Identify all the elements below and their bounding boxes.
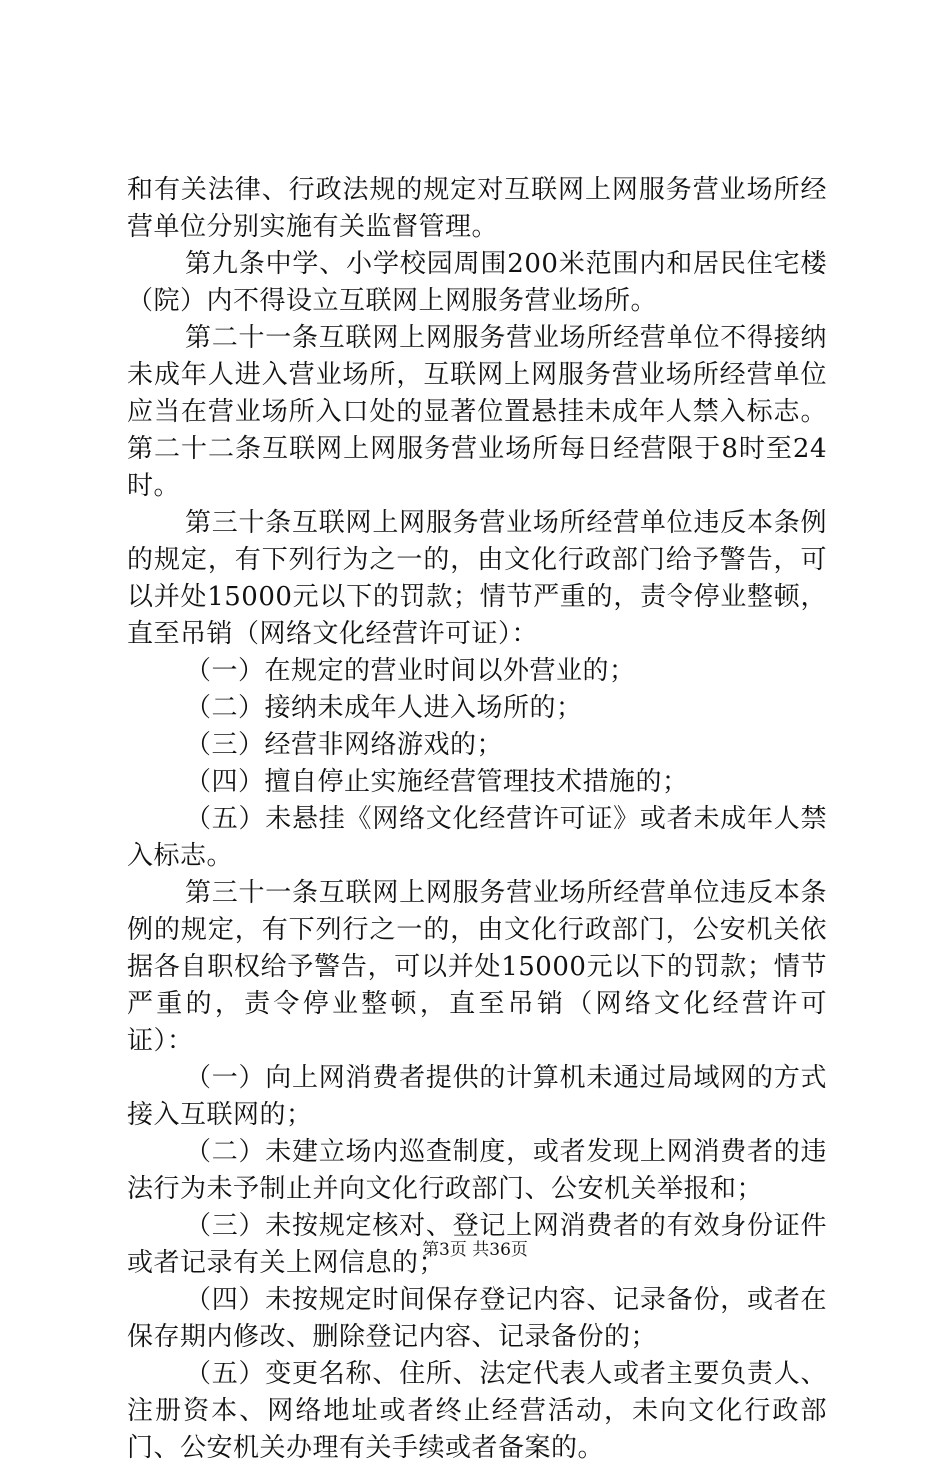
- list-item: （五）未悬挂《网络文化经营许可证》或者未成年人禁入标志。: [127, 804, 827, 871]
- list-item: （四）未按规定时间保存登记内容、记录备份，或者在保存期内修改、删除登记内容、记录备份的；: [127, 1285, 827, 1352]
- list-item: （一）在规定的营业时间以外营业的；: [185, 656, 636, 686]
- paragraph-article-31: 第三十一条互联网上网服务营业场所经营单位违反本条例的规定，有下列行之一的，由文化行政部门，公安机关依据各自职权给予警告，可以并处15000元以下的罚款；情节严重的，责令停业整顿，直至吊销（网络文化经营许可证）：: [127, 878, 827, 1056]
- document-body: [127, 172, 827, 1467]
- paragraph-article-21: 第二十一条互联网上网服务营业场所经营单位不得接纳未成年人进入营业场所，互联网上网服务营业场所经营单位应当在营业场所入口处的显著位置悬挂未成年人禁入标志。第二十二条互联网上网服务营业场所每日经营限于8时至24时。: [127, 323, 827, 501]
- list-item: （二）未建立场内巡查制度，或者发现上网消费者的违法行为未予制止并向文化行政部门、公安机关举报和；: [127, 1137, 827, 1204]
- list-item: （三）未按规定核对、登记上网消费者的有效身份证件或者记录有关上网信息的；: [127, 1211, 827, 1278]
- list-item: （五）变更名称、住所、法定代表人或者主要负责人、注册资本、网络地址或者终止经营活动，未向文化行政部门、公安机关办理有关手续或者备案的。: [127, 1359, 827, 1463]
- paragraph-continuation: 和有关法律、行政法规的规定对互联网上网服务营业场所经营单位分别实施有关监督管理。: [127, 175, 827, 242]
- list-item: （四）擅自停止实施经营管理技术措施的；: [185, 767, 689, 797]
- page-footer: 第3页 共36页: [422, 1240, 528, 1260]
- list-item: （三）经营非网络游戏的；: [185, 730, 504, 760]
- paragraph-article-9: 第九条中学、小学校园周围200米范围内和居民住宅楼（院）内不得设立互联网上网服务营业场所。: [127, 249, 827, 316]
- paragraph-article-30: 第三十条互联网上网服务营业场所经营单位违反本条例的规定，有下列行为之一的，由文化行政部门给予警告，可以并处15000元以下的罚款；情节严重的，责令停业整顿，直至吊销（网络文化经营许可证）：: [127, 508, 827, 649]
- list-item: （二）接纳未成年人进入场所的；: [185, 693, 583, 723]
- list-item: （一）向上网消费者提供的计算机未通过局域网的方式接入互联网的；: [127, 1063, 827, 1130]
